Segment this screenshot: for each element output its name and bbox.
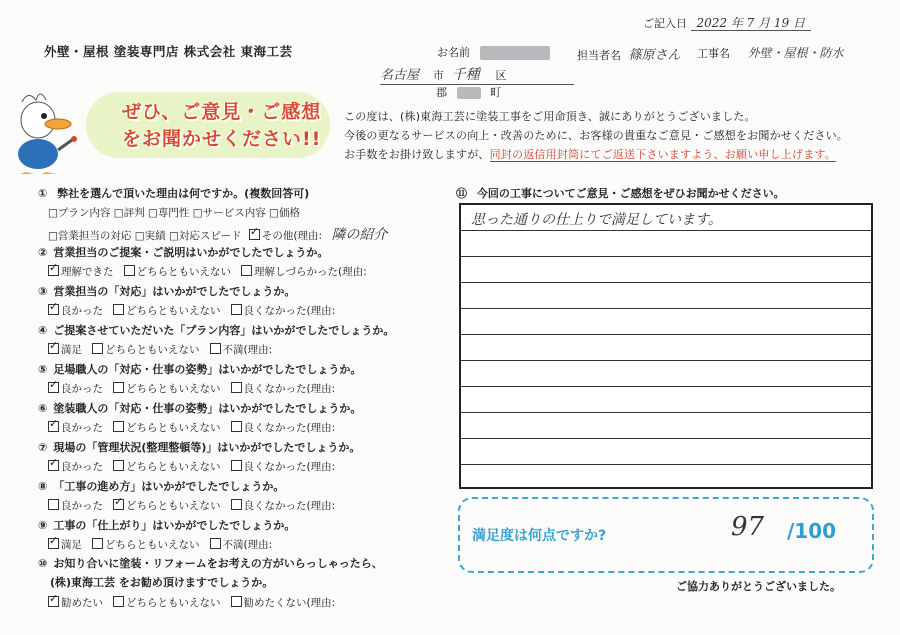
staff-value: 篠原さん bbox=[628, 48, 681, 63]
option-label: どちらともいえない bbox=[126, 500, 221, 512]
intro-line3-a: お手数をお掛け致しますが、 bbox=[344, 148, 490, 161]
q1-text: 弊社を選んで頂いた理由は何ですか。(複数回答可) bbox=[57, 187, 310, 200]
option-label: 良かった bbox=[61, 422, 103, 434]
checkbox[interactable] bbox=[113, 596, 124, 607]
q6-option[interactable] bbox=[231, 422, 336, 434]
q4-option[interactable] bbox=[48, 344, 82, 356]
checkbox[interactable] bbox=[48, 343, 59, 354]
question-1 bbox=[38, 185, 309, 201]
option-label: 満足 bbox=[61, 539, 82, 551]
checkbox[interactable] bbox=[231, 499, 242, 510]
q7-options bbox=[48, 459, 335, 474]
q10-text-line2: (株)東海工芸 をお勧め頂けますでしょうか。 bbox=[50, 576, 274, 589]
q7-option[interactable] bbox=[48, 461, 103, 473]
q9-number: ⑨ bbox=[38, 519, 48, 532]
q7-text: 現場の「管理状況(整理整頓等)」はいかがでしたでしょうか。 bbox=[53, 441, 361, 454]
ward-label: 区 bbox=[495, 69, 507, 82]
checkbox[interactable] bbox=[48, 304, 59, 315]
date-label: ご記入日 bbox=[643, 17, 687, 30]
option-label: どちらともいえない bbox=[136, 266, 231, 278]
duck-mascot-icon bbox=[6, 84, 86, 174]
option-label: どちらともいえない bbox=[126, 461, 221, 473]
q1-options-row1: □プラン内容 □評判 □専門性 □サービス内容 □価格 bbox=[48, 207, 300, 219]
q3-option[interactable] bbox=[113, 305, 221, 317]
option-label: 良くなかった(理由: bbox=[243, 305, 336, 317]
county-label: 郡 bbox=[436, 86, 447, 99]
option-label: 良かった bbox=[61, 383, 103, 395]
q4-options bbox=[48, 342, 272, 357]
checkbox[interactable] bbox=[48, 382, 59, 393]
q4-text: ご提案させていただいた「プラン内容」はいかがでしたでしょうか。 bbox=[53, 324, 395, 337]
option-label: 良かった bbox=[61, 305, 103, 317]
staff-field bbox=[577, 44, 681, 63]
q4-option[interactable] bbox=[210, 344, 273, 356]
checkbox[interactable] bbox=[48, 265, 59, 276]
score-max: /100 bbox=[787, 519, 837, 543]
option-label: 満足 bbox=[61, 344, 82, 356]
q9-text: 工事の「仕上がり」はいかがでしたでしょうか。 bbox=[53, 519, 296, 532]
q2-text: 営業担当のご提案・ご説明はいかがでしたでしょうか。 bbox=[53, 246, 329, 259]
q3-text: 営業担当の「対応」はいかがでしたでしょうか。 bbox=[53, 285, 296, 298]
score-question: 満足度は何点ですか? bbox=[472, 528, 607, 544]
project-field bbox=[697, 44, 844, 61]
q4-number: ④ bbox=[38, 324, 48, 337]
option-label: 良かった bbox=[61, 500, 103, 512]
q10-number: ⑩ bbox=[38, 557, 48, 570]
q2-option[interactable] bbox=[48, 266, 114, 278]
q6-option[interactable] bbox=[48, 422, 103, 434]
q5-option[interactable] bbox=[231, 383, 336, 395]
checkbox[interactable] bbox=[113, 382, 124, 393]
question-8 bbox=[38, 478, 284, 494]
address-line bbox=[380, 64, 574, 85]
q1-other-answer: 隣の紹介 bbox=[331, 227, 388, 243]
q3-option[interactable] bbox=[231, 305, 336, 317]
redacted-name bbox=[480, 46, 550, 60]
option-label: 勧めたくない(理由: bbox=[243, 597, 336, 609]
closing-message: ご協力ありがとうございました。 bbox=[676, 580, 841, 593]
question-3 bbox=[38, 283, 295, 299]
q1-options-row2-text: □営業担当の対応 □実績 □対応スピード bbox=[48, 230, 242, 242]
project-value: 外壁・屋根・防水 bbox=[747, 46, 844, 60]
checkbox[interactable] bbox=[231, 304, 242, 315]
q6-text: 塗装職人の「対応・仕事の姿勢」はいかがでしたでしょうか。 bbox=[53, 402, 362, 415]
checkbox[interactable] bbox=[231, 596, 242, 607]
q9-option[interactable] bbox=[48, 539, 82, 551]
comment-box[interactable] bbox=[459, 203, 873, 489]
option-label: 良くなかった(理由: bbox=[243, 461, 336, 473]
question-6 bbox=[38, 400, 361, 416]
intro-line3-b: 同封の返信用封筒にてご返送下さいますよう、お願い申し上げます。 bbox=[489, 148, 836, 161]
customer-name-field bbox=[437, 44, 550, 60]
checkbox[interactable] bbox=[48, 460, 59, 471]
option-label: 良かった bbox=[61, 461, 103, 473]
option-label: 不満(理由: bbox=[222, 344, 273, 356]
town-label: 町 bbox=[490, 86, 501, 99]
q9-option[interactable] bbox=[210, 539, 273, 551]
ward-value: 千種 bbox=[451, 67, 480, 83]
name-label: お名前 bbox=[437, 46, 470, 59]
q3-option[interactable] bbox=[48, 305, 103, 317]
checkbox[interactable] bbox=[113, 304, 124, 315]
q9-options bbox=[48, 537, 272, 552]
city-value: 名古屋 bbox=[380, 68, 420, 83]
q2-number: ② bbox=[38, 246, 48, 259]
staff-label: 担当者名 bbox=[577, 49, 621, 62]
q6-option[interactable] bbox=[113, 422, 221, 434]
q1-other-checkbox[interactable] bbox=[249, 229, 260, 240]
q7-option[interactable] bbox=[113, 461, 221, 473]
q3-options bbox=[48, 303, 335, 318]
q7-number: ⑦ bbox=[38, 441, 48, 454]
question-5 bbox=[38, 361, 361, 377]
q8-number: ⑧ bbox=[38, 480, 48, 493]
intro-line1: この度は、(株)東海工芸に塗装工事をご用命頂き、誠にありがとうございました。 bbox=[344, 110, 756, 123]
q10-options bbox=[48, 595, 335, 610]
option-label: 勧めたい bbox=[61, 597, 103, 609]
score-value: 97 bbox=[731, 512, 765, 542]
checkbox[interactable] bbox=[210, 343, 221, 354]
q10-option[interactable] bbox=[113, 597, 221, 609]
q1-options-row2 bbox=[48, 224, 387, 244]
checkbox[interactable] bbox=[113, 460, 124, 471]
checkbox[interactable] bbox=[92, 343, 103, 354]
q1-other-label: その他(理由: bbox=[261, 230, 323, 242]
q1-number: ① bbox=[38, 187, 48, 200]
q10-option[interactable] bbox=[231, 597, 336, 609]
q8-options bbox=[48, 498, 335, 513]
question-7 bbox=[38, 439, 360, 455]
option-label: どちらともいえない bbox=[126, 597, 221, 609]
q5-options bbox=[48, 381, 335, 396]
intro-line3 bbox=[344, 146, 836, 162]
q7-option[interactable] bbox=[231, 461, 336, 473]
q4-option[interactable] bbox=[92, 344, 200, 356]
checkbox[interactable] bbox=[48, 538, 59, 549]
q6-number: ⑥ bbox=[38, 402, 48, 415]
checkbox[interactable] bbox=[231, 382, 242, 393]
q2-options bbox=[48, 264, 367, 279]
banner-title-line1: ぜひ、ご意見・ご感想 bbox=[122, 101, 322, 123]
option-label: 良くなかった(理由: bbox=[243, 422, 336, 434]
checkbox[interactable] bbox=[48, 421, 59, 432]
option-label: どちらともいえない bbox=[105, 344, 200, 356]
q10-option[interactable] bbox=[48, 597, 103, 609]
town-line bbox=[436, 84, 501, 100]
q5-option[interactable] bbox=[113, 383, 221, 395]
checkbox[interactable] bbox=[210, 538, 221, 549]
q10-text: お知り合いに塗装・リフォームをお考えの方がいらっしゃったら、 bbox=[53, 557, 383, 570]
checkbox[interactable] bbox=[231, 460, 242, 471]
checkbox[interactable] bbox=[48, 499, 59, 510]
question-9 bbox=[38, 517, 295, 533]
q11-text: 今回の工事についてご意見・ご感想をぜひお聞かせください。 bbox=[476, 187, 785, 200]
intro-line2: 今後の更なるサービスの向上・改善のために、お客様の貴重なご意見・ご感想をお聞かせください。 bbox=[344, 129, 848, 142]
checkbox[interactable] bbox=[92, 538, 103, 549]
option-label: どちらともいえない bbox=[126, 305, 221, 317]
question-4 bbox=[38, 322, 394, 338]
q8-option[interactable] bbox=[113, 500, 221, 512]
date-value: 2022 年 7 月 19 日 bbox=[691, 16, 812, 31]
checkbox[interactable] bbox=[113, 499, 124, 510]
q5-text: 足場職人の「対応・仕事の姿勢」はいかがでしたでしょうか。 bbox=[53, 363, 362, 376]
question-10 bbox=[38, 555, 383, 571]
option-label: 理解しづらかった(理由: bbox=[254, 266, 367, 278]
option-label: 理解できた bbox=[61, 266, 114, 278]
checkbox[interactable] bbox=[124, 265, 135, 276]
checkbox[interactable] bbox=[113, 421, 124, 432]
option-label: 良くなかった(理由: bbox=[243, 383, 336, 395]
option-label: どちらともいえない bbox=[105, 539, 200, 551]
option-label: どちらともいえない bbox=[126, 422, 221, 434]
q3-number: ③ bbox=[38, 285, 48, 298]
redacted-town bbox=[457, 87, 481, 99]
option-label: 不満(理由: bbox=[222, 539, 273, 551]
city-label: 市 bbox=[432, 69, 444, 82]
q11-number: ⑪ bbox=[456, 187, 467, 200]
q2-option[interactable] bbox=[124, 266, 232, 278]
option-label: どちらともいえない bbox=[126, 383, 221, 395]
date-field bbox=[643, 14, 811, 31]
checkbox[interactable] bbox=[231, 421, 242, 432]
q6-options bbox=[48, 420, 335, 435]
q8-text: 「工事の進め方」はいかがでしたでしょうか。 bbox=[53, 480, 285, 493]
option-label: 良くなかった(理由: bbox=[243, 500, 336, 512]
q8-option[interactable] bbox=[231, 500, 336, 512]
banner-title-line2: をお聞かせください!! bbox=[122, 128, 322, 150]
checkbox[interactable] bbox=[48, 596, 59, 607]
company-name: 外壁・屋根 塗装専門店 株式会社 東海工芸 bbox=[44, 44, 293, 59]
q5-number: ⑤ bbox=[38, 363, 48, 376]
question-2 bbox=[38, 244, 328, 260]
q2-option[interactable] bbox=[241, 266, 367, 278]
project-label: 工事名 bbox=[697, 47, 730, 60]
q5-option[interactable] bbox=[48, 383, 103, 395]
question-11 bbox=[456, 185, 785, 201]
q9-option[interactable] bbox=[92, 539, 200, 551]
checkbox[interactable] bbox=[241, 265, 252, 276]
q8-option[interactable] bbox=[48, 500, 103, 512]
comment-answer: 思った通りの仕上りで満足しています。 bbox=[471, 212, 722, 228]
